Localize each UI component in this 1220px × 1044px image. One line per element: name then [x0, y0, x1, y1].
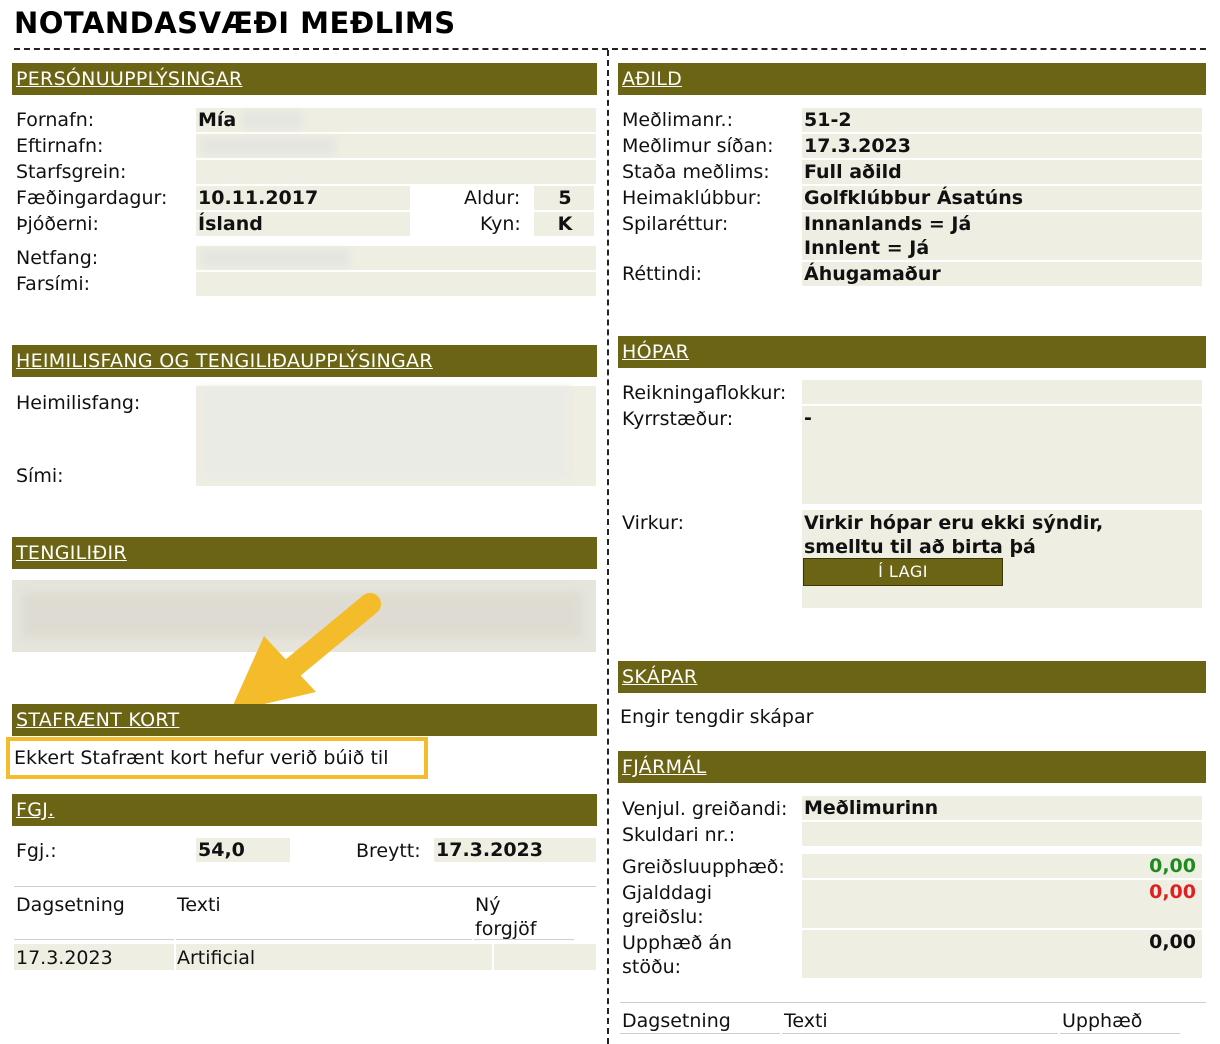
- rights-label: Réttindi:: [622, 263, 702, 285]
- mobile-label: Farsími:: [16, 273, 91, 295]
- lockers-header: [618, 661, 1206, 693]
- birthdate-label: Fæðingardagur:: [16, 187, 168, 209]
- playing-right-value-1: Innanlands = Já: [802, 212, 1202, 236]
- due-date-label: Gjalddagi greiðslu:: [622, 882, 713, 928]
- address-label: Heimilisfang:: [16, 392, 141, 414]
- debtor-label: Skuldari nr.:: [622, 824, 736, 846]
- title-divider: [14, 48, 1206, 50]
- membership-link[interactable]: AÐILD: [622, 68, 683, 90]
- home-club-label: Heimaklúbbur:: [622, 187, 762, 209]
- digital-card-link[interactable]: STAFRÆNT KORT: [16, 709, 180, 731]
- contacts-link[interactable]: TENGILIÐIR: [16, 542, 127, 564]
- hcp-col-underline-2: [176, 939, 472, 940]
- age-value: 5: [534, 186, 594, 210]
- payer-label: Venjul. greiðandi:: [622, 798, 788, 820]
- changed-value: 17.3.2023: [434, 838, 596, 862]
- personal-info-header: [12, 63, 597, 95]
- ok-button[interactable]: Í LAGI: [803, 558, 1003, 586]
- handicap-header: [12, 794, 597, 826]
- fin-col-underline-1: [620, 1033, 780, 1034]
- changed-label: Breytt:: [356, 840, 421, 862]
- last-name-label: Eftirnafn:: [16, 135, 104, 157]
- gender-value: K: [534, 212, 594, 236]
- debtor-value: [802, 822, 1202, 846]
- groups-link[interactable]: HÓPAR: [622, 341, 690, 363]
- address-header: [12, 345, 597, 377]
- redacted-last-initial: [242, 111, 302, 129]
- stationary-value-box: [802, 406, 1202, 504]
- payment-amount-value: 0,00: [802, 854, 1202, 878]
- member-since-value: 17.3.2023: [802, 134, 1202, 158]
- age-label: Aldur:: [464, 187, 521, 209]
- finance-link[interactable]: FJÁRMÁL: [622, 756, 707, 778]
- hcp-row-text: Artificial: [177, 947, 256, 969]
- phone-label: Sími:: [16, 465, 64, 487]
- handicap-link[interactable]: FGJ.: [16, 799, 55, 821]
- first-name-value: [196, 108, 596, 132]
- fin-col-underline-3: [1060, 1033, 1180, 1034]
- handicap-table-divider: [14, 886, 596, 887]
- redacted-address: [200, 386, 570, 478]
- page-title: NOTANDASVÆÐI MEÐLIMS: [14, 6, 456, 40]
- birthdate-value: 10.11.2017: [196, 186, 410, 210]
- contacts-header: [12, 537, 597, 569]
- playing-right-value-2: Innlent = Já: [802, 236, 1202, 260]
- email-value: [196, 246, 596, 270]
- member-no-label: Meðlimanr.:: [622, 109, 733, 131]
- playing-right-label: Spilaréttur:: [622, 213, 729, 235]
- highlight-box: [6, 737, 428, 779]
- hcp-col-date: Dagsetning: [16, 894, 125, 916]
- member-since-label: Meðlimur síðan:: [622, 135, 774, 157]
- fin-col-underline-2: [782, 1033, 1058, 1034]
- fin-col-amount: Upphæð: [1062, 1010, 1143, 1032]
- gender-label: Kyn:: [480, 213, 521, 235]
- membership-header: [618, 63, 1206, 95]
- first-name-label: Fornafn:: [16, 109, 95, 131]
- nationality-label: Þjóðerni:: [16, 213, 99, 235]
- address-link[interactable]: HEIMILISFANG OG TENGILIÐAUPPLÝSINGAR: [16, 350, 433, 372]
- fin-col-text: Texti: [784, 1010, 828, 1032]
- lockers-link[interactable]: SKÁPAR: [622, 666, 698, 688]
- nationality-value: Ísland: [196, 212, 410, 236]
- digital-card-message: Ekkert Stafrænt kort hefur verið búið til: [14, 747, 389, 769]
- handicap-value: 54,0: [196, 838, 290, 862]
- hcp-col-underline-3: [474, 939, 574, 940]
- fin-col-date: Dagsetning: [622, 1010, 731, 1032]
- rights-value: Áhugamaður: [802, 262, 1202, 286]
- due-date-value: 0,00: [1149, 881, 1196, 903]
- redacted-last-name: [200, 137, 336, 155]
- occupation-label: Starfsgrein:: [16, 161, 127, 183]
- hcp-col-underline-1: [14, 939, 174, 940]
- first-name-text: Mía: [198, 109, 237, 131]
- finance-header: [618, 751, 1206, 783]
- mobile-value: [196, 272, 596, 296]
- status-label: Staða meðlims:: [622, 161, 770, 183]
- digital-card-header: [12, 704, 597, 736]
- column-divider: [607, 50, 609, 1044]
- email-label: Netfang:: [16, 247, 99, 269]
- payment-amount-label: Greiðsluupphæð:: [622, 856, 785, 878]
- active-label: Virkur:: [622, 512, 685, 534]
- redacted-email: [200, 249, 350, 267]
- account-category-label: Reikningaflokkur:: [622, 382, 787, 404]
- table-row: [494, 944, 596, 970]
- last-name-value: [196, 134, 596, 158]
- home-club-value: Golfklúbbur Ásatúns: [802, 186, 1202, 210]
- groups-header: [618, 336, 1206, 368]
- arrow-annotation-icon: [220, 588, 390, 720]
- finance-table-divider: [620, 1002, 1206, 1003]
- lockers-message: Engir tengdir skápar: [620, 706, 814, 728]
- personal-info-link[interactable]: PERSÓNUUPPLÝSINGAR: [16, 68, 243, 90]
- hcp-col-text: Texti: [177, 894, 221, 916]
- active-value: Virkir hópar eru ekki sýndir, smelltu til að birta þá: [804, 512, 1104, 558]
- occupation-value: [196, 160, 596, 184]
- member-no-value: 51-2: [802, 108, 1202, 132]
- amount-no-status-label: Upphæð án stöðu:: [622, 932, 733, 978]
- stationary-value: -: [804, 407, 812, 429]
- amount-no-status-value: 0,00: [1149, 931, 1196, 953]
- hcp-col-new: Ný forgjöf: [475, 894, 537, 940]
- handicap-label: Fgj.:: [16, 840, 57, 862]
- payer-value: Meðlimurinn: [802, 796, 1202, 820]
- stationary-label: Kyrrstæður:: [622, 408, 734, 430]
- address-value: [196, 386, 596, 486]
- hcp-row-date: 17.3.2023: [16, 947, 113, 969]
- account-category-value: [802, 380, 1202, 404]
- status-value: Full aðild: [802, 160, 1202, 184]
